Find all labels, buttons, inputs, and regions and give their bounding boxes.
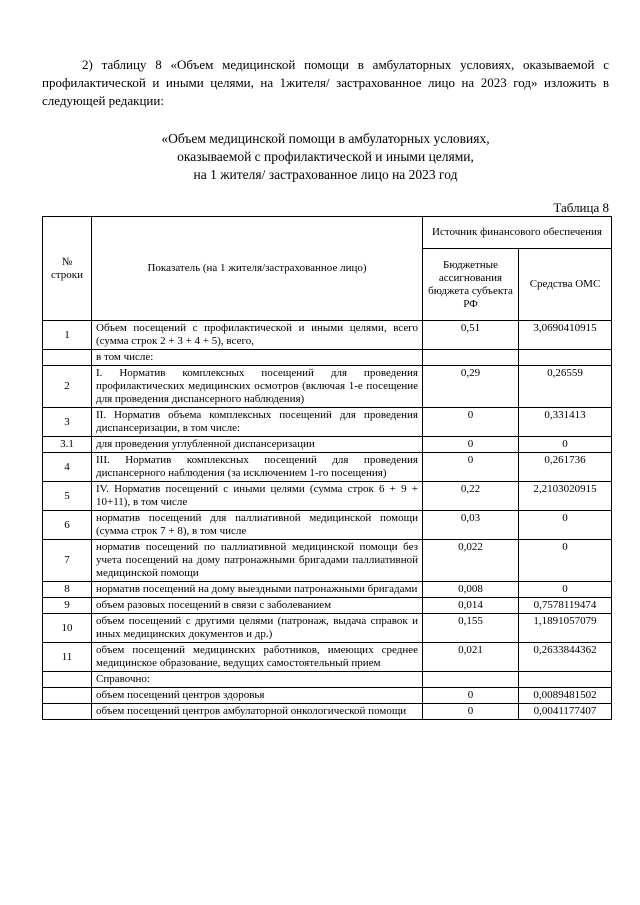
row-number: [43, 704, 92, 720]
indicator-text: объем посещений с другими целями (патронаж, выдача справок и иных медицинских документов и др.): [92, 614, 423, 643]
oms-value: [519, 672, 612, 688]
budget-value: 0,022: [423, 540, 519, 582]
table-row: [43, 598, 612, 614]
indicator-text: IV. Норматив посещений с иными целями (сумма строк 6 + 9 + 10+11), в том числе: [92, 482, 423, 511]
row-number: 8: [43, 582, 92, 598]
indicator-text: объем посещений медицинских работников, имеющих среднее медицинское образование, ведущих самостоятельный прием: [92, 643, 423, 672]
indicator-text: III. Норматив комплексных посещений для проведения диспансерного наблюдения (за исключением 1-го посещения): [92, 453, 423, 482]
indicator-text: норматив посещений на дому выездными патронажными бригадами: [92, 582, 423, 598]
row-number: 10: [43, 614, 92, 643]
budget-value: 0,22: [423, 482, 519, 511]
oms-value: 3,0690410915: [519, 321, 612, 350]
indicator-text: норматив посещений для паллиативной медицинской помощи (сумма строк 7 + 8), в том числе: [92, 511, 423, 540]
oms-value: 0,331413: [519, 408, 612, 437]
table-row: [43, 321, 612, 350]
indicator-text: норматив посещений по паллиативной медицинской помощи без учета посещений на дому патронажными бригадами паллиативной медицинской помощи: [92, 540, 423, 582]
table-row: [43, 366, 612, 408]
indicator-text: Объем посещений с профилактической и иными целями, всего (сумма строк 2 + 3 + 4 + 5), всего,: [92, 321, 423, 350]
row-number: 11: [43, 643, 92, 672]
budget-value: 0: [423, 437, 519, 453]
budget-value: 0: [423, 408, 519, 437]
header-row-no: № строки: [43, 217, 92, 321]
table-row: [43, 688, 612, 704]
table-row: [43, 453, 612, 482]
row-number: 5: [43, 482, 92, 511]
table-heading: [42, 130, 609, 184]
budget-value: 0: [423, 688, 519, 704]
indicator-text: II. Норматив объема комплексных посещений для проведения диспансеризации, в том числе:: [92, 408, 423, 437]
row-number: 3: [43, 408, 92, 437]
table-row: [43, 582, 612, 598]
indicator-text: объем посещений центров здоровья: [92, 688, 423, 704]
oms-value: 0: [519, 437, 612, 453]
budget-value: 0,014: [423, 598, 519, 614]
row-number: 7: [43, 540, 92, 582]
table-row: [43, 350, 612, 366]
budget-value: 0,03: [423, 511, 519, 540]
row-number: 3.1: [43, 437, 92, 453]
header-indicator: Показатель (на 1 жителя/застрахованное лицо): [92, 217, 423, 321]
table-row: [43, 643, 612, 672]
oms-value: 0: [519, 582, 612, 598]
row-number: 2: [43, 366, 92, 408]
indicator-text: I. Норматив комплексных посещений для проведения профилактических медицинских осмотров (включая 1-е посещение для проведения диспансерного наблюдения): [92, 366, 423, 408]
row-number: 9: [43, 598, 92, 614]
table-row: [43, 704, 612, 720]
budget-value: [423, 672, 519, 688]
table-row: [43, 482, 612, 511]
header-source: Источник финансового обеспечения: [423, 217, 612, 249]
heading-line: «Объем медицинской помощи в амбулаторных условиях,: [161, 131, 490, 146]
table-row: [43, 437, 612, 453]
budget-value: [423, 350, 519, 366]
oms-value: 0: [519, 540, 612, 582]
oms-value: 1,1891057079: [519, 614, 612, 643]
budget-value: 0,155: [423, 614, 519, 643]
table-row: [43, 672, 612, 688]
heading-line: оказываемой с профилактической и иными целями,: [177, 149, 474, 164]
header-budget: Бюджетные ассигнования бюджета субъекта РФ: [423, 249, 519, 321]
budget-value: 0,51: [423, 321, 519, 350]
intro-paragraph: 2) таблицу 8 «Объем медицинской помощи в амбулаторных условиях, оказываемой с профилактической и иными целями, на 1жителя/ застрахованное лицо на 2023 год» изложить в следующей редакции:: [42, 57, 609, 108]
oms-value: 0,26559: [519, 366, 612, 408]
oms-value: 0,261736: [519, 453, 612, 482]
row-number: [43, 672, 92, 688]
oms-value: 0,0041177407: [519, 704, 612, 720]
table-row: [43, 511, 612, 540]
indicator-text: для проведения углубленной диспансеризации: [92, 437, 423, 453]
budget-value: 0: [423, 704, 519, 720]
indicator-text: в том числе:: [92, 350, 423, 366]
budget-value: 0: [423, 453, 519, 482]
oms-value: 0,7578119474: [519, 598, 612, 614]
header-oms: Средства ОМС: [519, 249, 612, 321]
oms-value: 0: [519, 511, 612, 540]
table-row: [43, 408, 612, 437]
oms-value: [519, 350, 612, 366]
budget-value: 0,021: [423, 643, 519, 672]
budget-value: 0,29: [423, 366, 519, 408]
indicator-text: объем посещений центров амбулаторной онкологической помощи: [92, 704, 423, 720]
row-number: 4: [43, 453, 92, 482]
table-row: [43, 540, 612, 582]
row-number: [43, 688, 92, 704]
row-number: [43, 350, 92, 366]
budget-value: 0,008: [423, 582, 519, 598]
volume-table: [42, 216, 612, 720]
oms-value: 2,2103020915: [519, 482, 612, 511]
table-label: Таблица 8: [553, 200, 609, 215]
indicator-text: объем разовых посещений в связи с заболеванием: [92, 598, 423, 614]
row-number: 6: [43, 511, 92, 540]
oms-value: 0,0089481502: [519, 688, 612, 704]
heading-line: на 1 жителя/ застрахованное лицо на 2023 год: [193, 167, 458, 182]
table-row: [43, 614, 612, 643]
row-number: 1: [43, 321, 92, 350]
oms-value: 0,2633844362: [519, 643, 612, 672]
indicator-text: Справочно:: [92, 672, 423, 688]
